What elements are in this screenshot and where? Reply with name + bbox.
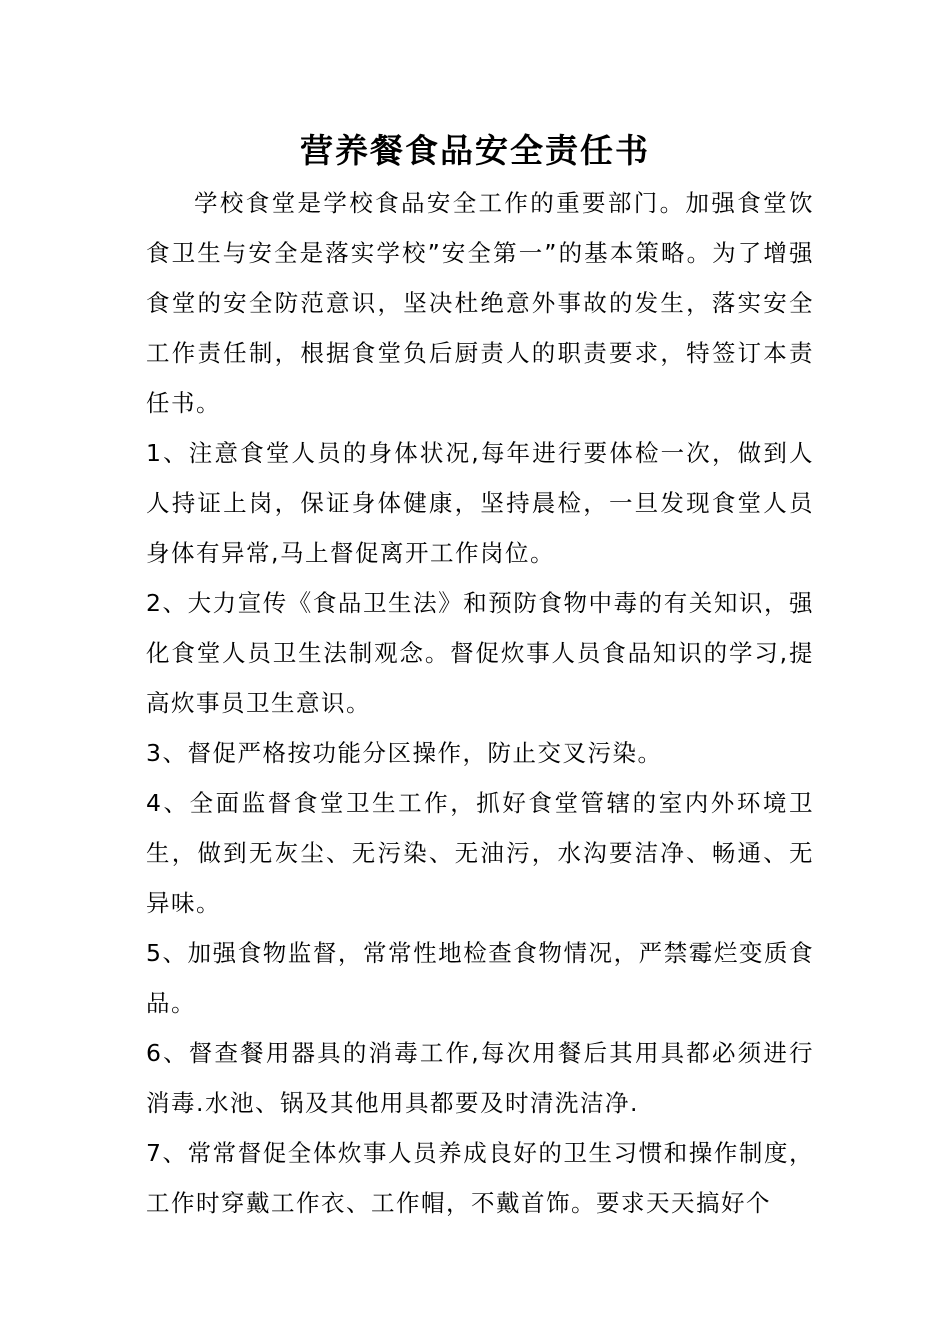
clause-2: 2、大力宣传《食品卫生法》和预防食物中毒的有关知识，强化食堂人员卫生法制观念。督促炊事人员食品知识的学习,提高炊事员卫生意识。 bbox=[146, 589, 814, 717]
clause-7: 7、常常督促全体炊事人员养成良好的卫生习惯和操作制度，工作时穿戴工作衣、工作帽，不戴首饰。要求天天搞好个 bbox=[146, 1139, 814, 1217]
document-title: 营养餐食品安全责任书 bbox=[300, 131, 650, 170]
document-body bbox=[146, 178, 814, 1228]
intro-paragraph: 学校食堂是学校食品安全工作的重要部门。加强食堂饮食卫生与安全是落实学校”安全第一”的基本策略。为了增强食堂的安全防范意识，坚决杜绝意外事故的发生，落实安全工作责任制，根据食堂负后厨责人的职责要求，特签订本责任书。 bbox=[146, 189, 814, 417]
clause-1: 1、注意食堂人员的身体状况,每年进行要体检一次，做到人人持证上岗，保证身体健康，坚持晨检，一旦发现食堂人员身体有异常,马上督促离开工作岗位。 bbox=[146, 439, 814, 567]
clause-5: 5、加强食物监督，常常性地检查食物情况，严禁霉烂变质食品。 bbox=[146, 939, 814, 1017]
clause-4: 4、全面监督食堂卫生工作，抓好食堂管辖的室内外环境卫生，做到无灰尘、无污染、无油污，水沟要洁净、畅通、无异味。 bbox=[146, 789, 814, 917]
clause-3: 3、督促严格按功能分区操作，防止交叉污染。 bbox=[146, 739, 663, 767]
clause-6: 6、督查餐用器具的消毒工作,每次用餐后其用具都必须进行消毒.水池、锅及其他用具都要及时清洗洁净. bbox=[146, 1039, 814, 1117]
